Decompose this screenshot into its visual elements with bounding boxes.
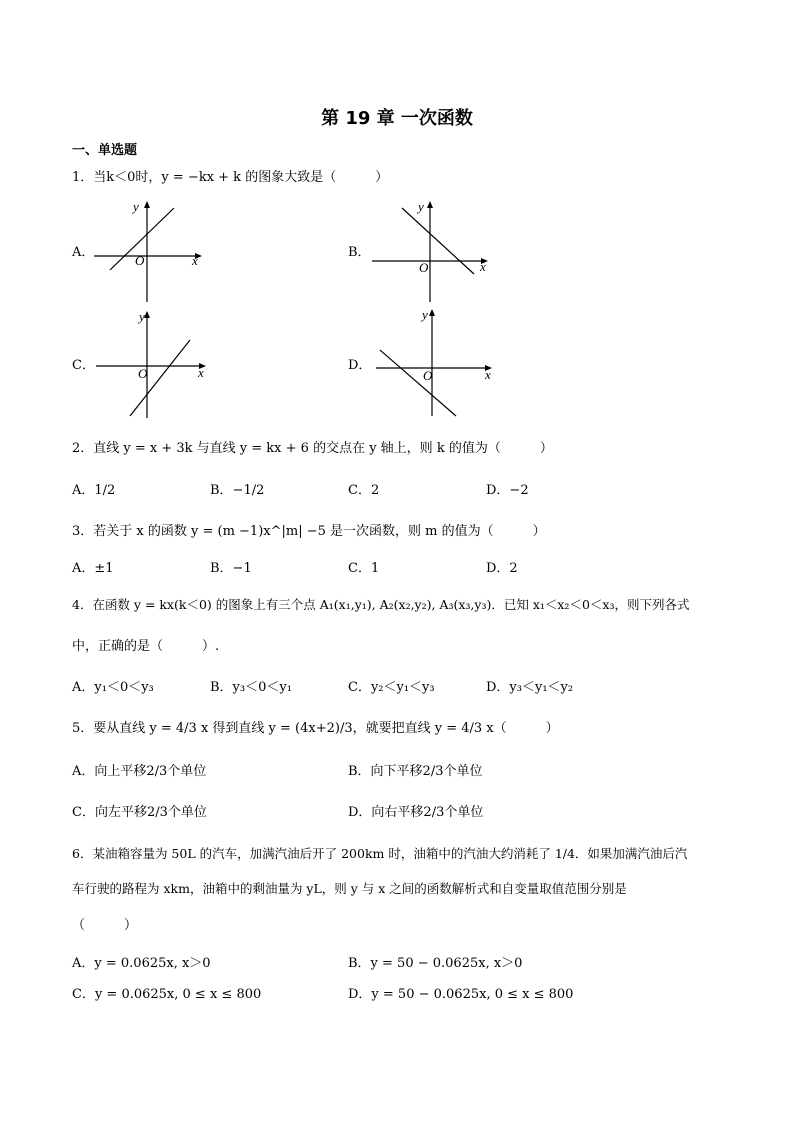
q1-b-origin-label: O [419, 260, 429, 275]
q1-option-d-label[interactable]: D． [348, 358, 372, 373]
q4-option-d[interactable]: D．y₃＜y₁＜y₂ [486, 680, 574, 695]
q1-a-y-label: y [133, 199, 139, 214]
question-2-text: 2．直线 y = x + 3k 与直线 y = kx + 6 的交点在 y 轴上，则 k 的值为（ ） [72, 441, 553, 456]
q1-d-origin-label: O [423, 368, 433, 383]
q2-option-d[interactable]: D．−2 [486, 483, 529, 498]
q1-graph-c [94, 308, 214, 420]
q1-option-a-label[interactable]: A． [72, 245, 95, 260]
q1-graph-d [374, 306, 499, 418]
q5-option-b[interactable]: B．向下平移2/3个单位 [348, 764, 483, 779]
q1-d-x-label: x [485, 367, 491, 382]
q6-option-b[interactable]: B．y = 50 − 0.0625x, x＞0 [348, 956, 523, 971]
question-5-text: 5．要从直线 y = 4/3 x 得到直线 y = (4x+2)/3，就要把直线 y = 4/3 x（ ） [72, 721, 559, 736]
q4-option-a[interactable]: A．y₁＜0＜y₃ [72, 680, 154, 695]
q1-graph-a [92, 198, 212, 304]
q1-a-origin-label: O [135, 253, 145, 268]
q1-c-y-label: y [139, 309, 145, 324]
q6-option-a[interactable]: A．y = 0.0625x, x＞0 [72, 956, 211, 971]
q3-option-b[interactable]: B．−1 [210, 561, 252, 576]
section-heading: 一、单选题 [72, 143, 138, 158]
question-4-text-line-2: 中，正确的是（ ）. [72, 639, 220, 654]
q1-c-origin-label: O [138, 366, 148, 381]
question-4-text-line-1: 4．在函数 y = kx(k＜0) 的图象上有三个点 A₁(x₁,y₁), A₂(x₂,y₂), A₃(x₃,y₃)．已知 x₁＜x₂＜0＜x₃，则下列各式 [72, 597, 690, 612]
q2-option-c[interactable]: C．2 [348, 483, 380, 498]
q1-option-c-label[interactable]: C． [72, 358, 95, 373]
q2-option-a[interactable]: A．1/2 [72, 483, 116, 498]
q1-option-b-label[interactable]: B． [348, 245, 371, 260]
q3-option-d[interactable]: D．2 [486, 561, 518, 576]
q1-c-x-label: x [198, 365, 204, 380]
q1-d-y-label: y [422, 307, 428, 322]
q1-b-x-label: x [480, 259, 486, 274]
q4-option-b[interactable]: B．y₃＜0＜y₁ [210, 680, 292, 695]
q1-a-x-label: x [192, 253, 198, 268]
q1-graph-b [370, 198, 495, 304]
q5-option-c[interactable]: C．向左平移2/3个单位 [72, 805, 207, 820]
question-1-text: 1．当k＜0时，y = −kx + k 的图象大致是（ ） [72, 170, 389, 185]
question-6-text-line-1: 6．某油箱容量为 50L 的汽车，加满汽油后开了 200km 时，油箱中的汽油大约消耗了 1/4．如果加满汽油后汽 [72, 846, 688, 861]
q5-option-d[interactable]: D．向右平移2/3个单位 [348, 805, 484, 820]
q5-option-a[interactable]: A．向上平移2/3个单位 [72, 764, 207, 779]
q3-option-a[interactable]: A．±1 [72, 561, 114, 576]
page-title: 第 19 章 一次函数 [321, 108, 473, 129]
q4-option-c[interactable]: C．y₂＜y₁＜y₃ [348, 680, 435, 695]
question-6-text-line-3: （ ） [72, 918, 138, 933]
question-3-text: 3．若关于 x 的函数 y = (m −1)x^|m| −5 是一次函数，则 m 的值为（ ） [72, 524, 546, 539]
q3-option-c[interactable]: C．1 [348, 561, 380, 576]
q2-option-b[interactable]: B．−1/2 [210, 483, 265, 498]
q6-option-d[interactable]: D．y = 50 − 0.0625x, 0 ≤ x ≤ 800 [348, 987, 574, 1002]
question-6-text-line-2: 车行驶的路程为 xkm，油箱中的剩油量为 yL，则 y 与 x 之间的函数解析式和自变量取值范围分别是 [72, 881, 627, 896]
q1-b-y-label: y [418, 199, 424, 214]
q6-option-c[interactable]: C．y = 0.0625x, 0 ≤ x ≤ 800 [72, 987, 262, 1002]
